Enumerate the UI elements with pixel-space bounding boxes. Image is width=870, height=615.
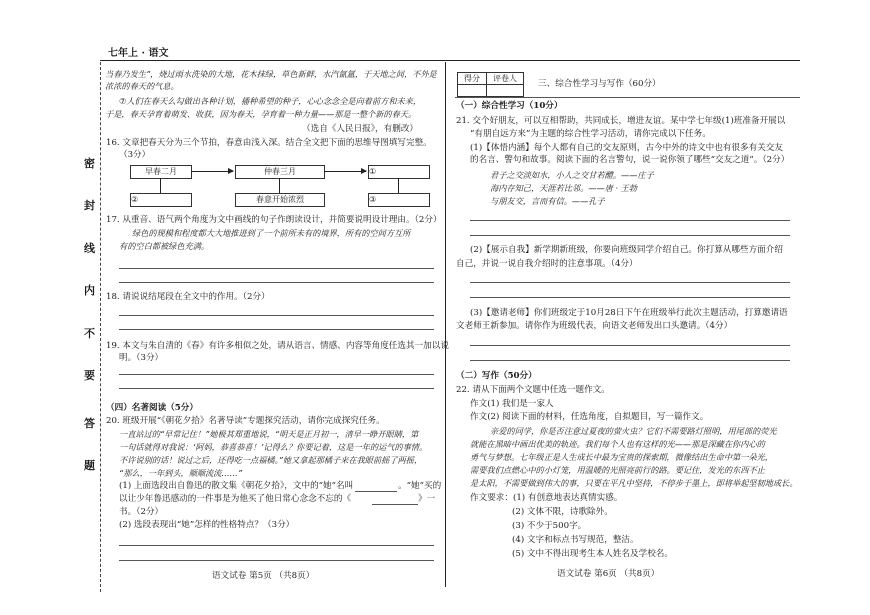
q22-material: 是太阳，不需要做到伟大的事，只要在平凡中坚持，不停步于墨上，即将举起坚韧地成长。 — [470, 478, 798, 488]
part2-heading: （二）写作（50分） — [456, 371, 537, 381]
margin-char: 要 — [84, 369, 95, 382]
q20-passage: 一直站过的“早常记住！”她极其郑重地说，“明天是正月初一，清早一睁开眼睛，第 — [119, 429, 419, 439]
diagram-box-early-spring: 早春二月 — [130, 165, 192, 179]
grader-cell[interactable] — [487, 85, 524, 97]
right-page-footer: 语文试卷 第6页 （共8页） — [557, 569, 660, 579]
passage-line: 于是，春天孕育着萌发、收获，因为春天，孕育着一种力量——那是一整个新的春天。 — [105, 109, 417, 119]
diagram-connector — [279, 178, 280, 193]
q20-sub1: 以让少年鲁迅感动的一件事是为他买了他日常心念念不忘的《 — [119, 494, 352, 504]
q22-option1: 作文(1) 我们是一家人 — [470, 399, 554, 409]
passage-source: （选自《人民日报》，有删改） — [302, 124, 419, 134]
q17-quote: 绿色的规模和程度都大大地推进到了一个前所未有的境界，所有的空间方互所 — [132, 228, 411, 238]
q22-requirement: (4) 文字和标点书写规范，整洁。 — [512, 535, 639, 545]
score-table — [457, 72, 524, 97]
q16-score: （3分） — [119, 150, 151, 160]
margin-char: 封 — [84, 199, 95, 212]
q20-sub1: 》一 — [418, 494, 436, 504]
q22-material: 就能在黑暗中画出优美的轨迹。我们每个人也有这样的光——那是深藏在你内心的 — [470, 439, 765, 449]
margin-char: 题 — [84, 459, 95, 472]
q20-sub1: 书。（2分） — [119, 507, 164, 517]
answer-line[interactable] — [119, 374, 434, 375]
q20-passage: 不许说别的话！说过之后，还得吃一点福橘。”她又拿起那橘子来在我眼前摇了两摇， — [119, 455, 423, 465]
answer-line[interactable] — [119, 315, 434, 316]
q21-text: “有朋自远方来”为主题的综合性学习活动，请你完成以下任务。 — [470, 129, 711, 139]
diagram-box-spring-begins: 春意开始浓烈 — [235, 193, 325, 207]
answer-line[interactable] — [470, 235, 790, 236]
q21-quote: 海内存知己，天涯若比邻。——唐 · 王勃 — [490, 183, 637, 193]
answer-line[interactable] — [119, 268, 434, 269]
margin-char: 密 — [84, 157, 95, 170]
answer-line[interactable] — [119, 282, 434, 283]
q20-passage: “那么，一年到头，顺顺流流……” — [119, 468, 243, 478]
q20-intro: 20. 班级开展“《朝花夕拾》名著导读”专题探究活动，请你完成探究任务。 — [106, 416, 385, 426]
binding-line — [100, 62, 101, 592]
q22-requirements: 作文要求：(1) 有创意地表达真情实感。 — [470, 493, 623, 503]
margin-char: 内 — [84, 284, 95, 297]
passage-line: 浓浓的春天的气息。 — [105, 81, 179, 91]
q21-sub1: 的名言、警句和故事。阅读下面的名言警句，说一说你领了哪些“交友之道”。（2分） — [470, 155, 790, 165]
q22-option2: 作文(2) 阅读下面的材料，任选角度，自拟题目，写一篇作文。 — [470, 412, 709, 422]
q21-text: 21. 交个好朋友，可以互相帮助，共同成长，增进友谊。某中学七年级(1)班准备开展以 — [456, 116, 786, 126]
diagram-box-mid-spring: 仲春三月 — [235, 165, 325, 179]
fill-blank[interactable] — [372, 504, 418, 505]
diagram-arrow — [191, 171, 233, 172]
diagram-connector — [160, 178, 161, 193]
section3-heading: 三、综合性学习与写作（60分） — [538, 79, 661, 89]
answer-line[interactable] — [119, 329, 434, 330]
q21-sub1: (1)【体悟内涵】每个人都有自己的交友原则，古今中外的诗文中也有很多有关交友 — [470, 143, 783, 153]
q21-sub2: (2)【展示自我】新学期新班级，你要向班级同学介绍自己。你打算从哪些方面介绍 — [470, 245, 783, 255]
q20-sub2: (2) 选段表现出“她”怎样的性格特点？（3分） — [119, 520, 295, 530]
score-cell[interactable] — [458, 85, 487, 97]
diagram-arrow — [324, 171, 366, 172]
diagram-blank-2[interactable] — [130, 193, 192, 207]
q22-requirement: (3) 不少于500字。 — [512, 521, 587, 531]
answer-line[interactable] — [470, 297, 790, 298]
diagram-connector — [398, 178, 399, 193]
q21-sub3: (3)【邀请老师】你们班级定于10月28日下午在班级举行此次主题活动，打算邀请语 — [470, 308, 788, 318]
q21-quote: 君子之交淡如水，小人之交甘若醴。——庄子 — [490, 170, 654, 180]
left-page-footer: 语文试卷 第5页 （共8页） — [212, 571, 315, 581]
q22-requirement: (5) 文中不得出现考生本人姓名及学校名。 — [512, 549, 673, 559]
answer-line[interactable] — [119, 545, 434, 546]
answer-line[interactable] — [470, 220, 790, 221]
blank-marker: ② — [131, 195, 139, 204]
fill-blank[interactable] — [355, 491, 397, 492]
q17-text: 17. 从重音、语气两个角度为文中画线的句子作朗读设计，并简要说明设计理由。（2分） — [106, 215, 442, 225]
blank-marker: ③ — [369, 195, 377, 204]
score-header: 得分 — [458, 73, 487, 85]
q21-sub3: 文老师王新参加。请你作为班级代表，向语文老师发出口头邀请。（4分） — [456, 321, 733, 331]
q19-text: 19. 本文与朱自清的《春》有许多相似之处，请从语言、情感、内容等角度任选其一加以说 — [106, 341, 449, 351]
answer-line[interactable] — [119, 560, 434, 561]
diagram-blank-3[interactable] — [368, 165, 430, 179]
q22-text: 22. 请从下面两个文题中任选一题作文。 — [456, 385, 610, 395]
answer-line[interactable] — [470, 282, 790, 283]
q16-text: 16. 文章把春天分为三个节拍，春意由浅入深。结合全文把下面的思维导图填写完整。 — [106, 138, 432, 148]
answer-line[interactable] — [119, 388, 434, 389]
margin-char: 答 — [84, 417, 95, 430]
answer-line[interactable] — [470, 360, 790, 361]
q19-text: 明。（3分） — [119, 353, 164, 363]
column-divider — [445, 62, 446, 587]
q22-material: 需要我们点燃心中的小灯笼，用温暖的光照亮前行的路。要记住，发光的东西不止 — [470, 465, 765, 475]
part1-heading: （一）综合性学习（10分） — [456, 101, 563, 111]
section4-heading: （四）名著阅读（5分） — [106, 403, 198, 413]
margin-char: 线 — [84, 242, 95, 255]
q22-material: 亲爱的同学，你是否注意过夏夜的萤火虫？它们不需要路灯照明，用尾部的荧光 — [490, 426, 777, 436]
margin-char: 不 — [84, 327, 95, 340]
page-header-title: 七年上 · 语文 — [108, 48, 169, 59]
blank-marker: ① — [369, 167, 377, 176]
passage-line: 当春乃发生”，烧过雨水洗染的大地，花木抹绿，草色新鲜，水汽氤氲，于天地之间，不外是 — [105, 69, 437, 79]
q17-quote: 有的空白都被绿色充满。 — [119, 241, 210, 251]
passage-line: ⑦人们在春天么勾做出各种计划，播种希望的种子，心心念念全是向着前方和未来， — [119, 96, 422, 106]
answer-line[interactable] — [470, 345, 790, 346]
section-rule — [455, 97, 800, 98]
q21-sub2: 自己，并说一说自我介绍时的注意事项。（4分） — [456, 259, 638, 269]
grader-header: 评卷人 — [487, 73, 524, 85]
q20-sub1: (1) 上面选段出自鲁迅的散文集《朝花夕拾》，文中的“她”名叫 — [119, 481, 354, 491]
q20-sub1: 。“她”买的 — [398, 481, 442, 491]
q21-quote: 与朋友交，言而有信。——孔子 — [490, 196, 605, 206]
q22-material: 勇气与梦想。七年级正是人生成长中最为宝贵的探索期，微像结出生命中第一朵光， — [470, 452, 773, 462]
diagram-blank-3b[interactable] — [368, 193, 430, 207]
q22-requirement: (2) 文体不限，诗歌除外。 — [512, 507, 613, 517]
q20-passage: 一句话就得对我说：‘阿妈，恭喜恭喜！’记得么？你要记着，这是一年的运气的事情。 — [119, 442, 428, 452]
header-rule — [100, 60, 800, 61]
q18-text: 18. 请说说结尾段在全文中的作用。（2分） — [106, 292, 270, 302]
